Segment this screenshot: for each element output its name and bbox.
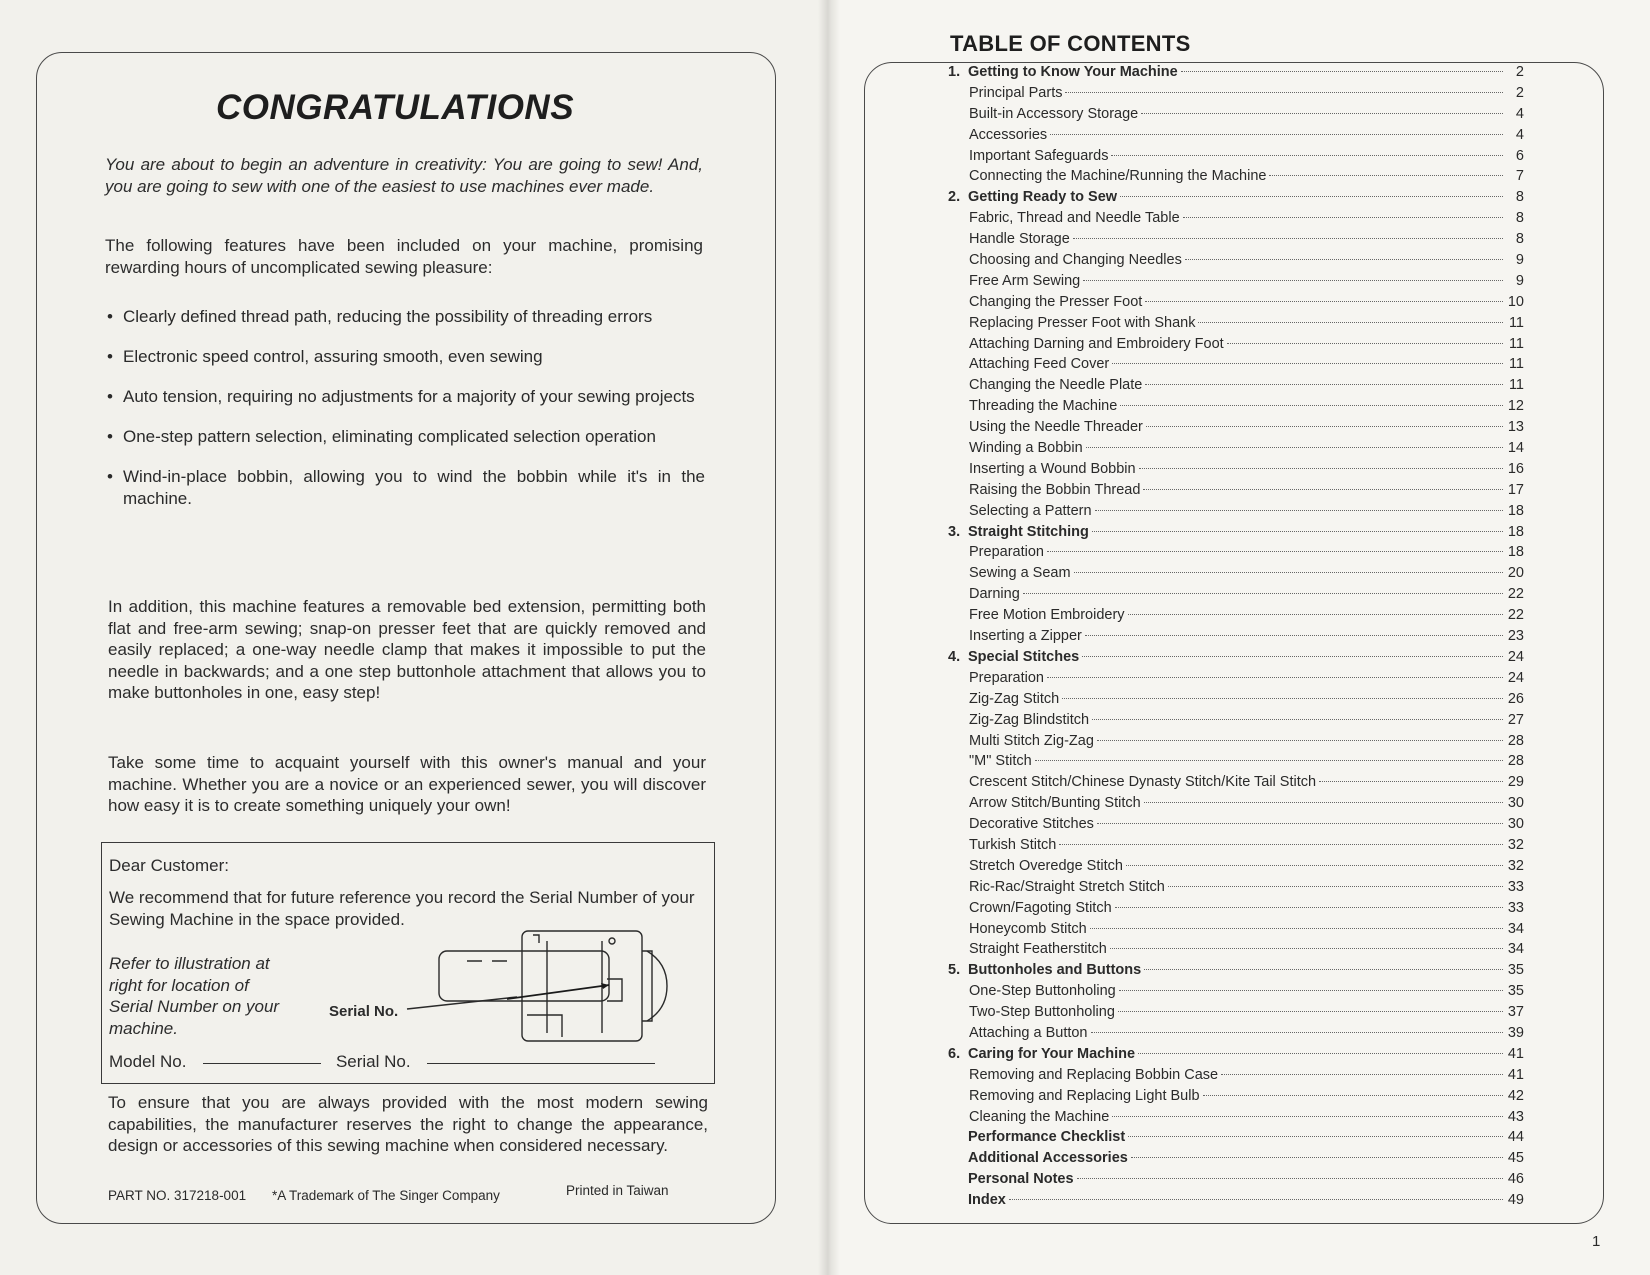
toc-dot-leader <box>1092 531 1503 532</box>
toc-entry <box>948 628 1524 649</box>
toc-dot-leader <box>1110 948 1503 949</box>
toc-dot-leader <box>1144 969 1503 970</box>
serial-no-label: Serial No. <box>335 1052 411 1071</box>
toc-entry-label: Inserting a Zipper <box>969 628 1082 645</box>
toc-entry-label: Ric-Rac/Straight Stretch Stitch <box>969 878 1165 895</box>
toc-entry-page: 45 <box>1507 1150 1524 1167</box>
toc-dot-leader <box>1119 990 1503 991</box>
toc-entry <box>948 900 1524 921</box>
features-intro-paragraph: The following features have been included on your machine, promising rewarding hours of uncomplicated sewing pleasure: <box>105 236 703 277</box>
toc-dot-leader <box>1131 1157 1503 1158</box>
toc-dot-leader <box>1146 426 1503 427</box>
toc-entry-page: 12 <box>1507 398 1524 415</box>
toc-entry-page: 24 <box>1507 669 1524 686</box>
toc-entry <box>948 795 1524 816</box>
toc-entry-label: Getting Ready to Sew <box>968 189 1118 206</box>
toc-entry-page: 8 <box>1515 210 1524 227</box>
toc-dot-leader <box>1090 928 1503 929</box>
toc-dot-leader <box>1047 551 1503 552</box>
toc-dot-leader <box>1144 802 1503 803</box>
toc-dot-leader <box>1139 468 1503 469</box>
toc-entry-label: Getting to Know Your Machine <box>968 64 1178 80</box>
toc-dot-leader <box>1143 489 1503 490</box>
toc-entry-label: Straight Stitching <box>968 523 1089 540</box>
toc-entry-label: Built-in Accessory Storage <box>969 105 1139 122</box>
toc-entry-label: Zig-Zag Stitch <box>969 690 1060 707</box>
trademark-note: *A Trademark of The Singer Company <box>272 1188 500 1203</box>
toc-entry <box>948 419 1524 440</box>
toc-entry-label: Buttonholes and Buttons <box>968 962 1142 979</box>
toc-entry <box>948 921 1524 942</box>
recommend-text: We recommend that for future reference you record the Serial Number of your Sewing Machine in the space provided. <box>109 888 695 929</box>
toc-entry-page: 18 <box>1507 523 1524 540</box>
toc-dot-leader <box>1203 1095 1503 1096</box>
toc-entry-page: 7 <box>1515 168 1524 185</box>
toc-entry <box>948 941 1524 962</box>
toc-dot-leader <box>1128 1136 1503 1137</box>
toc-entry-page: 20 <box>1507 565 1524 582</box>
toc-entry <box>948 1109 1524 1130</box>
toc-dot-leader <box>1085 635 1503 636</box>
toc-entry-page: 27 <box>1507 711 1524 728</box>
toc-dot-leader <box>1269 175 1503 176</box>
toc-entry <box>948 544 1524 565</box>
toc-dot-leader <box>1009 1199 1503 1200</box>
toc-entry-label: Index <box>968 1192 1006 1209</box>
toc-entry-label: Stretch Overedge Stitch <box>969 857 1123 874</box>
toc-entry-page: 16 <box>1507 460 1524 477</box>
toc-entry-page: 10 <box>1507 293 1524 310</box>
toc-dot-leader <box>1112 363 1503 364</box>
toc-dot-leader <box>1047 677 1503 678</box>
toc-entry-label: Crown/Fagoting Stitch <box>969 899 1112 916</box>
toc-dot-leader <box>1198 322 1503 323</box>
toc-entry-label: Attaching a Button <box>969 1024 1088 1041</box>
toc-entry-page: 8 <box>1515 231 1524 248</box>
toc-entry-label: Two-Step Buttonholing <box>969 1004 1115 1021</box>
toc-entry <box>948 649 1524 670</box>
model-no-label: Model No. <box>109 1052 187 1071</box>
toc-entry-page: 37 <box>1507 1004 1524 1021</box>
toc-entry <box>948 670 1524 691</box>
toc-dot-leader <box>1111 155 1503 156</box>
toc-dot-leader <box>1181 71 1503 72</box>
toc-entry-label: "M" Stitch <box>969 753 1032 770</box>
toc-entry-page: 11 <box>1508 335 1524 352</box>
toc-dot-leader <box>1115 907 1503 908</box>
toc-entry-page: 17 <box>1507 481 1524 498</box>
toc-dot-leader <box>1120 405 1503 406</box>
toc-entry-page: 41 <box>1507 1045 1524 1062</box>
serial-callout-label: Serial No. <box>329 1003 399 1020</box>
toc-entry <box>948 189 1524 210</box>
toc-entry-label: Principal Parts <box>969 84 1063 101</box>
toc-entry-label: Special Stitches <box>968 648 1080 665</box>
toc-entry-label: Zig-Zag Blindstitch <box>969 711 1090 728</box>
toc-entry <box>948 64 1524 85</box>
toc-entry-label: Attaching Feed Cover <box>969 356 1110 373</box>
toc-entry <box>948 503 1524 524</box>
toc-entry <box>948 837 1524 858</box>
toc-entry <box>948 774 1524 795</box>
toc-entry-label: Removing and Replacing Light Bulb <box>969 1087 1200 1104</box>
serial-no-blank <box>427 1062 655 1064</box>
toc-entry <box>948 586 1524 607</box>
toc-entry-page: 35 <box>1507 962 1524 979</box>
toc-entry-label: Changing the Needle Plate <box>969 377 1143 394</box>
toc-entry-page: 30 <box>1507 816 1524 833</box>
toc-entry <box>948 252 1524 273</box>
toc-entry-label: Inserting a Wound Bobbin <box>969 460 1136 477</box>
toc-dot-leader <box>1062 698 1503 699</box>
toc-entry-number: 4. <box>948 648 961 665</box>
page-number: 1 <box>1592 1233 1601 1250</box>
model-serial-line <box>109 1051 655 1073</box>
toc-entry-label: Raising the Bobbin Thread <box>969 481 1141 498</box>
toc-entry-label: Personal Notes <box>968 1171 1074 1188</box>
toc-entry-label: Decorative Stitches <box>969 816 1094 833</box>
toc-entry <box>948 607 1524 628</box>
table-of-contents <box>948 64 1524 1213</box>
toc-entry <box>948 1088 1524 1109</box>
toc-entry <box>948 315 1524 336</box>
toc-entry-number: 1. <box>948 64 961 80</box>
toc-dot-leader <box>1091 1032 1504 1033</box>
toc-entry-label: Connecting the Machine/Running the Machine <box>969 168 1267 185</box>
toc-entry <box>948 294 1524 315</box>
toc-dot-leader <box>1183 217 1503 218</box>
toc-entry-label: Free Motion Embroidery <box>969 607 1125 624</box>
toc-entry <box>948 231 1524 252</box>
toc-entry <box>948 106 1524 127</box>
toc-entry-label: Additional Accessories <box>968 1150 1128 1167</box>
toc-entry-page: 32 <box>1507 836 1524 853</box>
sewing-machine-illustration <box>397 923 697 1051</box>
toc-entry-label: Threading the Machine <box>969 398 1118 415</box>
toc-entry-page: 26 <box>1507 690 1524 707</box>
toc-entry-label: One-Step Buttonholing <box>969 983 1116 1000</box>
printed-in-note: Printed in Taiwan <box>566 1183 669 1198</box>
toc-dot-leader <box>1065 92 1503 93</box>
toc-entry-number: 2. <box>948 189 961 206</box>
toc-dot-leader <box>1128 614 1503 615</box>
toc-entry-number: 5. <box>948 962 961 979</box>
toc-entry-page: 22 <box>1507 607 1524 624</box>
toc-entry-page: 8 <box>1515 189 1524 206</box>
toc-dot-leader <box>1319 781 1503 782</box>
toc-entry-label: Turkish Stitch <box>969 836 1057 853</box>
toc-entry <box>948 1171 1524 1192</box>
toc-entry <box>948 816 1524 837</box>
toc-entry-label: Darning <box>969 586 1020 603</box>
toc-entry-page: 44 <box>1507 1129 1524 1146</box>
toc-entry-page: 29 <box>1507 774 1524 791</box>
intro-paragraph: You are about to begin an adventure in creativity: You are going to sew! And, you are going to sew with one of the easiest to use machines ever made. <box>105 155 703 196</box>
toc-entry-label: Attaching Darning and Embroidery Foot <box>969 335 1224 352</box>
addition-paragraph: In addition, this machine features a removable bed extension, permitting both flat and free-arm sewing; snap-on presser feet that are quickly removed and easily replaced; a one-way needle clamp that makes it impossible to put the needle in backwards; and a one step buttonhole attachment that allows you to make buttonholes in one, easy step! <box>108 597 706 702</box>
model-no-blank <box>203 1062 321 1064</box>
toc-entry-label: Arrow Stitch/Bunting Stitch <box>969 795 1141 812</box>
part-number: PART NO. 317218-001 <box>108 1188 247 1203</box>
toc-dot-leader <box>1112 1116 1503 1117</box>
toc-entry-page: 4 <box>1515 105 1524 122</box>
toc-dot-leader <box>1221 1074 1503 1075</box>
toc-entry-label: Accessories <box>969 126 1048 143</box>
toc-entry-page: 28 <box>1507 732 1524 749</box>
ensure-paragraph: To ensure that you are always provided with the most modern sewing capabilities, the manufacturer reserves the right to change the appearance, design or accessories of this sewing machine when considered necessary. <box>108 1093 708 1155</box>
toc-entry-label: Free Arm Sewing <box>969 272 1081 289</box>
feature-item: • Wind-in-place bobbin, allowing you to wind the bobbin while it's in the machine. <box>105 466 705 510</box>
toc-dot-leader <box>1023 593 1503 594</box>
toc-title: TABLE OF CONTENTS <box>950 31 1191 56</box>
toc-dot-leader <box>1126 865 1503 866</box>
toc-entry-page: 41 <box>1507 1066 1524 1083</box>
toc-entry <box>948 1046 1524 1067</box>
toc-entry-label: Straight Featherstitch <box>969 941 1107 958</box>
toc-entry-page: 13 <box>1507 419 1524 436</box>
toc-entry-page: 14 <box>1507 440 1524 457</box>
toc-entry-label: Fabric, Thread and Needle Table <box>969 210 1180 227</box>
toc-dot-leader <box>1073 238 1503 239</box>
toc-entry-page: 2 <box>1515 84 1524 101</box>
congratulations-title: CONGRATULATIONS <box>215 88 575 127</box>
toc-entry-label: Caring for Your Machine <box>968 1045 1136 1062</box>
toc-entry-label: Removing and Replacing Bobbin Case <box>969 1066 1219 1083</box>
toc-entry-page: 23 <box>1507 628 1524 645</box>
toc-entry <box>948 398 1524 419</box>
toc-entry <box>948 440 1524 461</box>
toc-entry-page: 34 <box>1507 920 1524 937</box>
toc-entry-label: Replacing Presser Foot with Shank <box>969 314 1196 331</box>
acquaint-paragraph: Take some time to acquaint yourself with this owner's manual and your machine. Whether you are a novice or an experienced sewer, you will discover how easy it is to create something uniquely your own! <box>108 753 706 815</box>
toc-entry-page: 11 <box>1508 377 1524 394</box>
toc-entry-page: 2 <box>1515 64 1524 80</box>
toc-dot-leader <box>1185 259 1503 260</box>
toc-entry-label: Cleaning the Machine <box>969 1108 1110 1125</box>
toc-dot-leader <box>1082 656 1503 657</box>
toc-entry <box>948 524 1524 545</box>
toc-entry-page: 30 <box>1507 795 1524 812</box>
toc-dot-leader <box>1120 196 1503 197</box>
toc-entry-page: 35 <box>1507 983 1524 1000</box>
toc-entry-page: 4 <box>1515 126 1524 143</box>
toc-entry-page: 46 <box>1507 1171 1524 1188</box>
toc-entry <box>948 1129 1524 1150</box>
toc-entry-label: Performance Checklist <box>968 1129 1126 1146</box>
toc-entry <box>948 377 1524 398</box>
toc-entry <box>948 983 1524 1004</box>
toc-entry <box>948 127 1524 148</box>
toc-entry-page: 33 <box>1507 878 1524 895</box>
toc-entry <box>948 733 1524 754</box>
toc-entry <box>948 962 1524 983</box>
toc-dot-leader <box>1077 1178 1503 1179</box>
toc-entry-label: Sewing a Seam <box>969 565 1071 582</box>
toc-entry <box>948 1192 1524 1213</box>
toc-entry-page: 49 <box>1507 1192 1524 1209</box>
toc-dot-leader <box>1083 280 1503 281</box>
toc-entry-label: Using the Needle Threader <box>969 419 1143 436</box>
toc-entry-label: Changing the Presser Foot <box>969 293 1143 310</box>
dear-customer-greeting: Dear Customer: <box>109 856 229 875</box>
toc-dot-leader <box>1227 343 1503 344</box>
toc-entry-page: 24 <box>1507 648 1524 665</box>
toc-entry-label: Crescent Stitch/Chinese Dynasty Stitch/Kite Tail Stitch <box>969 774 1317 791</box>
toc-dot-leader <box>1050 134 1503 135</box>
toc-entry <box>948 461 1524 482</box>
toc-entry-page: 6 <box>1515 147 1524 164</box>
toc-dot-leader <box>1145 301 1503 302</box>
feature-item: • Electronic speed control, assuring smooth, even sewing <box>105 346 705 368</box>
toc-entry <box>948 691 1524 712</box>
feature-list <box>105 306 705 528</box>
toc-entry-label: Preparation <box>969 544 1044 561</box>
toc-entry-page: 42 <box>1507 1087 1524 1104</box>
book-gutter <box>818 0 840 1275</box>
feature-item: • Auto tension, requiring no adjustments for a majority of your sewing projects <box>105 386 705 408</box>
toc-entry-page: 9 <box>1515 272 1524 289</box>
toc-entry-page: 11 <box>1508 356 1524 373</box>
toc-entry <box>948 712 1524 733</box>
toc-entry-label: Multi Stitch Zig-Zag <box>969 732 1094 749</box>
toc-entry <box>948 336 1524 357</box>
toc-entry <box>948 565 1524 586</box>
toc-entry-label: Important Safeguards <box>969 147 1109 164</box>
toc-entry-number: 6. <box>948 1045 961 1062</box>
toc-entry <box>948 1067 1524 1088</box>
toc-entry-label: Choosing and Changing Needles <box>969 252 1182 269</box>
toc-entry <box>948 1004 1524 1025</box>
toc-entry <box>948 753 1524 774</box>
toc-entry-page: 39 <box>1507 1024 1524 1041</box>
toc-entry-label: Preparation <box>969 669 1044 686</box>
toc-entry <box>948 85 1524 106</box>
toc-entry-page: 18 <box>1507 502 1524 519</box>
toc-dot-leader <box>1086 447 1503 448</box>
refer-illustration-text: Refer to illustration at right for location of Serial Number on your machine. <box>109 954 280 1038</box>
toc-dot-leader <box>1097 740 1503 741</box>
feature-item: • Clearly defined thread path, reducing the possibility of threading errors <box>105 306 705 328</box>
toc-entry <box>948 482 1524 503</box>
toc-entry <box>948 858 1524 879</box>
toc-dot-leader <box>1035 760 1503 761</box>
toc-entry-label: Honeycomb Stitch <box>969 920 1087 937</box>
toc-dot-leader <box>1168 886 1503 887</box>
toc-entry <box>948 210 1524 231</box>
toc-entry-page: 22 <box>1507 586 1524 603</box>
toc-dot-leader <box>1138 1053 1503 1054</box>
toc-entry <box>948 879 1524 900</box>
feature-item: • One-step pattern selection, eliminating complicated selection operation <box>105 426 705 448</box>
toc-entry-label: Selecting a Pattern <box>969 502 1092 519</box>
toc-entry-page: 28 <box>1507 753 1524 770</box>
toc-dot-leader <box>1074 572 1503 573</box>
toc-entry-page: 18 <box>1507 544 1524 561</box>
toc-entry-page: 34 <box>1507 941 1524 958</box>
toc-entry-number: 3. <box>948 523 961 540</box>
toc-entry-label: Handle Storage <box>969 231 1070 248</box>
toc-entry <box>948 1025 1524 1046</box>
toc-entry <box>948 273 1524 294</box>
toc-entry-page: 33 <box>1507 899 1524 916</box>
toc-dot-leader <box>1141 113 1503 114</box>
toc-dot-leader <box>1095 510 1503 511</box>
toc-entry-page: 43 <box>1507 1108 1524 1125</box>
toc-entry-page: 11 <box>1508 314 1524 331</box>
toc-dot-leader <box>1097 823 1503 824</box>
toc-entry-page: 32 <box>1507 857 1524 874</box>
toc-entry <box>948 356 1524 377</box>
customer-serial-box <box>101 842 715 1084</box>
toc-entry-page: 9 <box>1515 252 1524 269</box>
toc-entry <box>948 148 1524 169</box>
toc-entry-label: Winding a Bobbin <box>969 440 1083 457</box>
toc-dot-leader <box>1118 1011 1503 1012</box>
toc-entry <box>948 1150 1524 1171</box>
toc-dot-leader <box>1145 384 1503 385</box>
toc-dot-leader <box>1092 719 1503 720</box>
toc-dot-leader <box>1059 844 1503 845</box>
toc-entry <box>948 168 1524 189</box>
